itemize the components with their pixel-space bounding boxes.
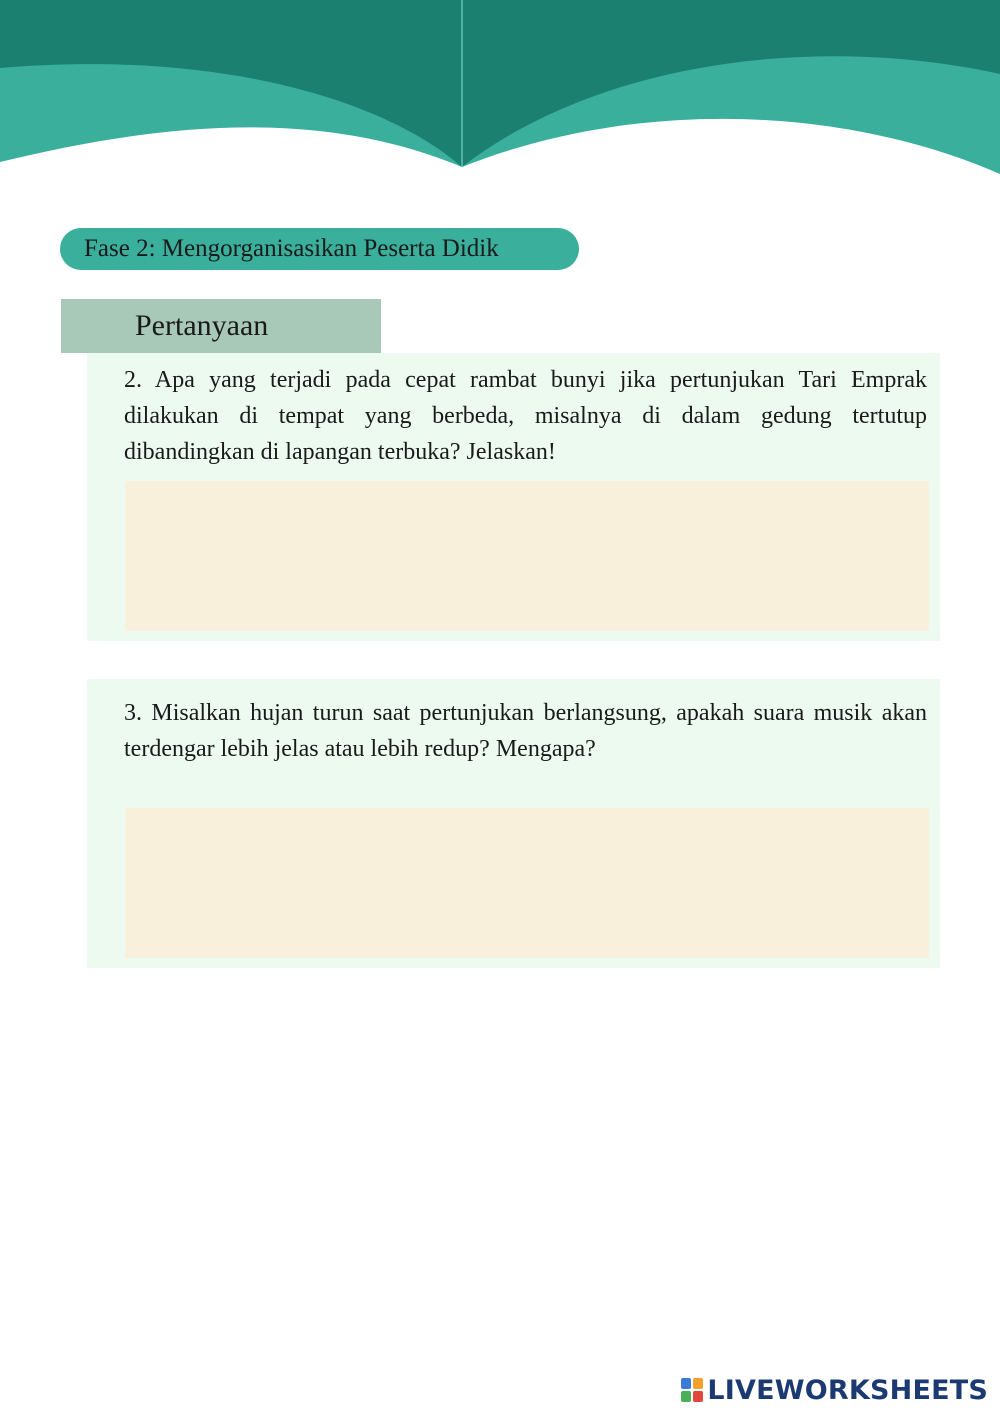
liveworksheets-logo-icon: [681, 1378, 703, 1402]
answer-input[interactable]: [125, 808, 929, 958]
question-text: 2. Apa yang terjadi pada cepat rambat bunyi jika pertunjukan Tari Emprak dilakukan di tempat yang berbeda, misalnya di dalam gedung tertutup dibandingkan di lapangan terbuka? Jelaskan!: [124, 367, 927, 465]
phase-label-text: Fase 2: Mengorganisasikan Peserta Didik: [84, 235, 499, 262]
section-title: Pertanyaan: [135, 309, 269, 342]
question-text: 3. Misalkan hujan turun saat pertunjukan berlangsung, apakah suara musik akan terdengar lebih jelas atau lebih redup? Mengapa?: [124, 700, 927, 762]
phase-label: [60, 228, 579, 270]
brand-name: LIVEWORKSHEETS: [707, 1374, 988, 1406]
answer-input[interactable]: [125, 481, 929, 631]
question-card: [87, 679, 940, 968]
liveworksheets-brand: [681, 1374, 988, 1406]
question-card: [87, 353, 940, 641]
section-title-tab: [61, 299, 381, 353]
header-decoration: [0, 0, 1000, 200]
